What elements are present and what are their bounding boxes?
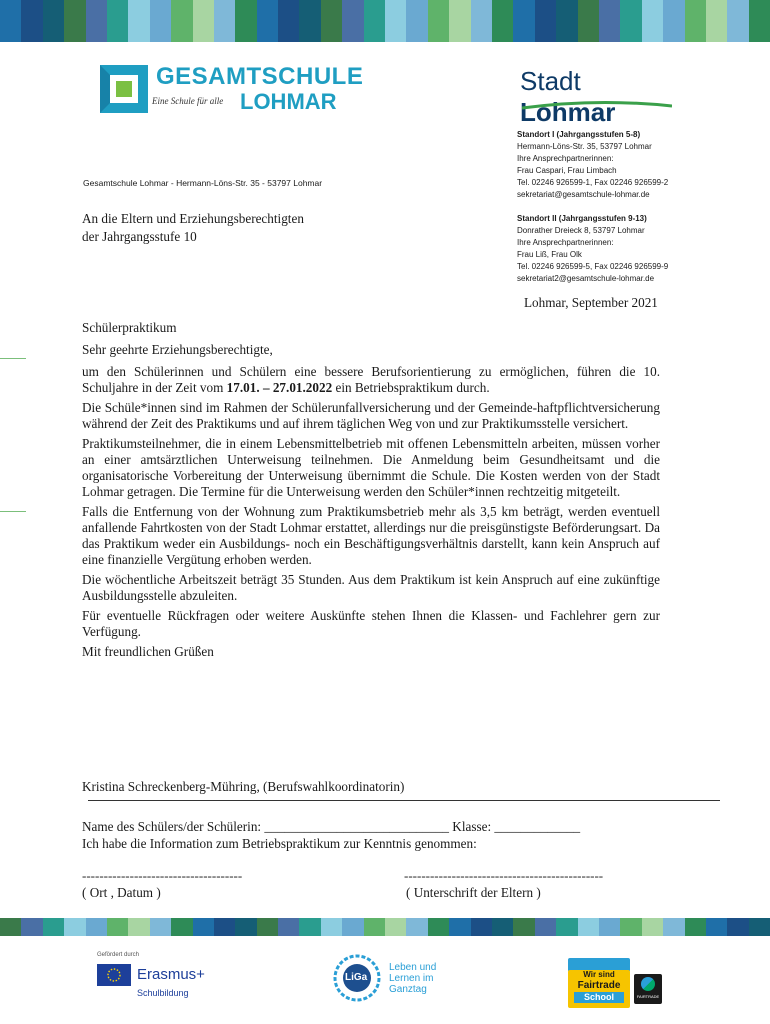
- fold-mark-bottom: [0, 511, 26, 512]
- stripe-segment: [64, 918, 85, 936]
- stripe-segment: [171, 918, 192, 936]
- stripe-segment: [150, 0, 171, 42]
- liga-text: Leben und Lernen im Ganztag: [389, 962, 437, 995]
- stripe-segment: [364, 0, 385, 42]
- stripe-segment: [685, 0, 706, 42]
- fairtrade-school-logo: [568, 958, 664, 1010]
- stripe-segment: [235, 918, 256, 936]
- city-logo-regular: Stadt: [520, 66, 581, 96]
- stripe-segment: [0, 0, 21, 42]
- stripe-segment: [535, 0, 556, 42]
- separator-rule: [88, 800, 720, 801]
- form-block: [82, 818, 682, 852]
- stripe-segment: [86, 0, 107, 42]
- paragraph-2: Die Schüle*innen sind im Rahmen der Schülerunfallversicherung und der Gemeinde-haftpflichtversicherung während der Zeit des Praktikums und auf ihrem täglichen Weg von und zur Praktikumsstelle versichert.: [82, 400, 660, 431]
- site2-phone: Tel. 02246 926599-5, Fax 02246 926599-9: [517, 262, 669, 271]
- stripe-segment: [471, 918, 492, 936]
- school-name-line1: GESAMTSCHULE: [156, 63, 364, 90]
- liga-badge-text: LiGa: [345, 972, 368, 983]
- closing: Mit freundlichen Grüßen: [82, 644, 214, 659]
- signature-line: Kristina Schreckenberg-Mühring, (Berufswahlkoordinatorin): [82, 779, 405, 794]
- stripe-segment: [513, 918, 534, 936]
- stripe-segment: [64, 0, 85, 42]
- stripe-segment: [342, 918, 363, 936]
- stripe-segment: [321, 918, 342, 936]
- school-name-line2: LOHMAR: [240, 89, 337, 114]
- parent-signature-label: ( Unterschrift der Eltern ): [406, 885, 541, 900]
- site2-address: Donrather Dreieck 8, 53797 Lohmar: [517, 226, 645, 235]
- stripe-segment: [428, 918, 449, 936]
- erasmus-logo: [97, 952, 237, 1002]
- paragraph-5: Die wöchentliche Arbeitszeit beträgt 35 Stunden. Aus dem Praktikum ist kein Anspruch auf eine zukünftige Ausbildungsstelle abzuleiten.: [82, 572, 660, 603]
- stripe-segment: [449, 0, 470, 42]
- stripe-segment: [321, 0, 342, 42]
- stripe-segment: [492, 918, 513, 936]
- site1-title: Standort I (Jahrgangsstufen 5-8): [517, 130, 641, 139]
- stripe-segment: [513, 0, 534, 42]
- stripe-segment: [727, 0, 748, 42]
- stripe-segment: [278, 0, 299, 42]
- liga-logo: [333, 952, 453, 1004]
- stripe-segment: [128, 0, 149, 42]
- bottom-color-stripe: [0, 918, 770, 936]
- erasmus-funded-text: Gefördert durch: [97, 952, 140, 958]
- erasmus-name: Erasmus+: [137, 966, 205, 983]
- recipient-line2: der Jahrgangsstufe 10: [82, 229, 197, 244]
- stripe-segment: [385, 0, 406, 42]
- stripe-segment: [685, 918, 706, 936]
- stripe-segment: [471, 0, 492, 42]
- stripe-segment: [428, 0, 449, 42]
- stripe-segment: [107, 918, 128, 936]
- stripe-segment: [599, 0, 620, 42]
- recipient-line1: An die Eltern und Erziehungsberechtigten: [82, 211, 304, 226]
- school-logo-icon: [100, 65, 148, 113]
- parent-signature-dashes: ----------------------------------------------: [404, 868, 604, 883]
- site1-address: Hermann-Löns-Str. 35, 53797 Lohmar: [517, 142, 652, 151]
- city-logo: [520, 66, 680, 127]
- stripe-segment: [385, 918, 406, 936]
- eu-flag-icon: [97, 964, 131, 986]
- place-date-dashes: -------------------------------------: [82, 868, 243, 883]
- stripe-segment: [492, 0, 513, 42]
- stripe-segment: [214, 918, 235, 936]
- site2-email: sekretariat2@gesamtschule-lohmar.de: [517, 274, 655, 283]
- site2-block: [517, 213, 767, 285]
- paragraph-1: um den Schülerinnen und Schülern eine bessere Berufsorientierung zu ermöglichen, führen die 10. Schuljahre in der Zeit vom 17.01. – 27.01.2022 ein Betriebspraktikum durch.: [82, 364, 660, 395]
- stripe-segment: [299, 918, 320, 936]
- stripe-segment: [620, 918, 641, 936]
- stripe-segment: [406, 0, 427, 42]
- recipient-block: [82, 210, 304, 246]
- stripe-segment: [642, 918, 663, 936]
- stripe-segment: [663, 918, 684, 936]
- paragraph-3: Praktikumsteilnehmer, die in einem Lebensmittelbetrieb mit offenen Lebensmitteln arbeiten, müssen vorher an einer amtsärztlichen Unterweisung teilnehmen. Die Anmeldung beim Gesundheitsamt und die organisatorische Vorbereitung der Unterweisung übernimmt die Schule. Die Kosten werden von der Stadt Lohmar getragen. Die Termine für die Unterweisung werden den Schüler*innen rechtzeitig mitgeteilt.: [82, 436, 660, 499]
- site1-email: sekretariat@gesamtschule-lohmar.de: [517, 190, 650, 199]
- stripe-segment: [535, 918, 556, 936]
- stripe-segment: [0, 918, 21, 936]
- stripe-segment: [449, 918, 470, 936]
- site1-phone: Tel. 02246 926599-1, Fax 02246 926599-2: [517, 178, 669, 187]
- stripe-segment: [556, 0, 577, 42]
- city-logo-bold: Lohmar: [520, 97, 616, 127]
- date-line: Lohmar, September 2021: [524, 295, 658, 310]
- stripe-segment: [214, 0, 235, 42]
- stripe-segment: [193, 918, 214, 936]
- stripe-segment: [21, 0, 42, 42]
- stripe-segment: [663, 0, 684, 42]
- site1-contacts: Frau Caspari, Frau Limbach: [517, 166, 617, 175]
- stripe-segment: [342, 0, 363, 42]
- stripe-segment: [21, 918, 42, 936]
- stripe-segment: [150, 918, 171, 936]
- stripe-segment: [706, 0, 727, 42]
- city-logo-swoosh-icon: [522, 100, 672, 112]
- site2-contact-label: Ihre Ansprechpartnerinnen:: [517, 238, 614, 247]
- stripe-segment: [620, 0, 641, 42]
- stripe-segment: [706, 918, 727, 936]
- stripe-segment: [749, 918, 770, 936]
- school-tagline: Eine Schule für alle: [152, 96, 224, 106]
- stripe-segment: [578, 0, 599, 42]
- student-name-field[interactable]: Name des Schülers/der Schülerin: ____________________________ Klasse: _____________: [82, 819, 581, 834]
- site2-title: Standort II (Jahrgangsstufen 9-13): [517, 214, 647, 223]
- place-date-label: ( Ort , Datum ): [82, 885, 161, 900]
- stripe-segment: [749, 0, 770, 42]
- subject: Schülerpraktikum: [82, 320, 177, 335]
- sender-line: Gesamtschule Lohmar - Hermann-Löns-Str. 35 - 53797 Lohmar: [83, 178, 323, 188]
- stripe-segment: [235, 0, 256, 42]
- school-logo: [100, 63, 364, 123]
- stripe-segment: [278, 918, 299, 936]
- salutation: Sehr geehrte Erziehungsberechtigte,: [82, 342, 273, 357]
- site1-contact-label: Ihre Ansprechpartnerinnen:: [517, 154, 614, 163]
- stripe-segment: [257, 918, 278, 936]
- stripe-segment: [193, 0, 214, 42]
- stripe-segment: [107, 0, 128, 42]
- stripe-segment: [364, 918, 385, 936]
- stripe-segment: [406, 918, 427, 936]
- stripe-segment: [727, 918, 748, 936]
- site1-block: [517, 129, 767, 201]
- acknowledgement-text: Ich habe die Information zum Betriebspraktikum zur Kenntnis genommen:: [82, 836, 477, 851]
- stripe-segment: [299, 0, 320, 42]
- praktikum-dates: 17.01. – 27.01.2022: [226, 380, 333, 395]
- stripe-segment: [599, 918, 620, 936]
- top-color-stripe: [0, 0, 770, 42]
- erasmus-sub: Schulbildung: [137, 988, 189, 998]
- site2-contacts: Frau Liß, Frau Olk: [517, 250, 582, 259]
- letter-body: [82, 320, 660, 664]
- fairtrade-mark-icon: FAIRTRADE: [634, 974, 662, 1004]
- stripe-segment: [43, 918, 64, 936]
- fold-mark-top: [0, 358, 26, 359]
- paragraph-4: Falls die Entfernung von der Wohnung zum Praktikumsbetrieb mehr als 3,5 km beträgt, werden eventuell anfallende Fahrtkosten von der Stadt Lohmar erstattet, allerdings nur die preisgünstigste Beförderungsart. Da das Praktikum weder ein Ausbildungs- noch ein Beschäftigungsverhältnis darstellt, kann kein Anspruch auf eine finanzielle Vergütung erhoben werden.: [82, 504, 660, 567]
- stripe-segment: [43, 0, 64, 42]
- fairtrade-badge: Wir sind Fairtrade School: [568, 970, 630, 1008]
- stripe-segment: [642, 0, 663, 42]
- paragraph-6: Für eventuelle Rückfragen oder weitere Auskünfte stehen Ihnen die Klassen- und Fachlehrer gern zur Verfügung.: [82, 608, 660, 639]
- stripe-segment: [257, 0, 278, 42]
- stripe-segment: [86, 918, 107, 936]
- stripe-segment: [556, 918, 577, 936]
- stripe-segment: [171, 0, 192, 42]
- stripe-segment: [128, 918, 149, 936]
- stripe-segment: [578, 918, 599, 936]
